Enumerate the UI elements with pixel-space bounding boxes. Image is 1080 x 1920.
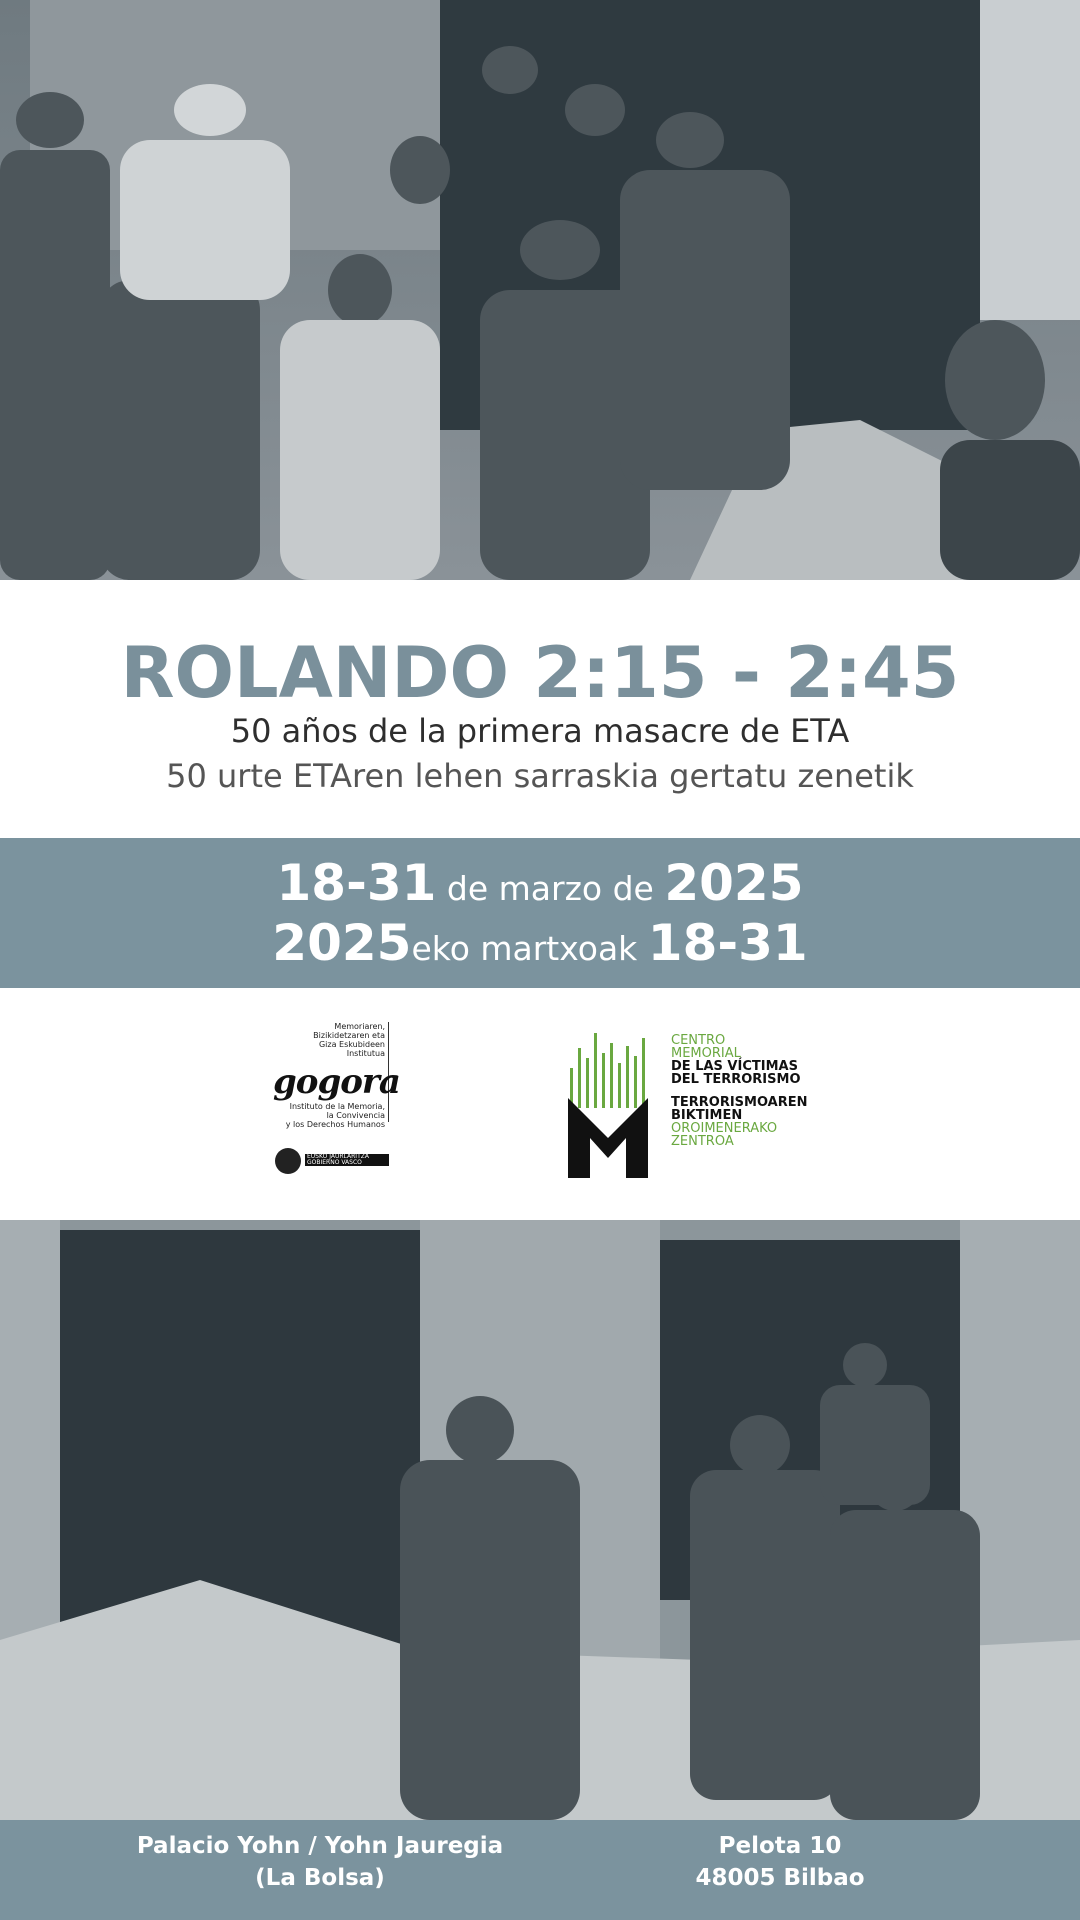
venue-subname: (La Bolsa) xyxy=(255,1865,385,1891)
cmv-line: MEMORIAL xyxy=(671,1046,741,1061)
date-eu-year: 2025 xyxy=(272,914,412,972)
gogora-logo-icon xyxy=(265,1022,400,1182)
cmv-line: TERRORISMOAREN xyxy=(671,1095,808,1110)
date-band xyxy=(0,838,1080,988)
gobierno-vasco-seal-icon xyxy=(275,1148,301,1174)
footer xyxy=(0,1820,1080,1920)
gogora-bottom-line: la Convivencia xyxy=(326,1111,385,1120)
date-spanish xyxy=(0,854,1080,912)
logo-band xyxy=(0,988,1080,1220)
cmv-line: DEL TERRORISMO xyxy=(671,1072,801,1087)
bottom-photo xyxy=(0,1220,1080,1820)
gogora-top-text xyxy=(275,1022,385,1058)
cmv-line: BIKTIMEN xyxy=(671,1108,743,1123)
date-eu-range: 18-31 xyxy=(647,914,808,972)
date-es-mid: de marzo de xyxy=(436,869,665,908)
cmv-line: ZENTROA xyxy=(671,1134,734,1149)
gogora-top-line: Giza Eskubideen xyxy=(318,1040,385,1049)
cmv-line: CENTRO xyxy=(671,1033,726,1048)
top-photo xyxy=(0,0,1080,580)
gogora-top-line: Memoriaren, xyxy=(334,1022,385,1031)
gogora-wordmark: gogora xyxy=(273,1062,400,1102)
address-street: Pelota 10 xyxy=(718,1833,842,1859)
date-eu-mid: eko martxoak xyxy=(411,929,648,968)
cmv-text xyxy=(671,1034,831,1148)
gogora-top-line: Institutua xyxy=(346,1049,385,1058)
event-title: ROLANDO 2:15 - 2:45 xyxy=(120,632,960,714)
title-block xyxy=(0,580,1080,838)
subtitle-basque: 50 urte ETAren lehen sarraskia gertatu zenetik xyxy=(166,757,914,795)
gogora-bottom-line: Instituto de la Memoria, xyxy=(289,1102,385,1111)
date-basque xyxy=(0,914,1080,972)
venue-name: Palacio Yohn / Yohn Jauregia xyxy=(136,1833,504,1859)
date-es-range: 18-31 xyxy=(276,854,437,912)
cmv-mark-icon xyxy=(568,1028,668,1178)
gogora-bottom-line: y los Derechos Humanos xyxy=(285,1120,385,1129)
venue xyxy=(120,1830,520,1894)
gogora-bottom-text xyxy=(275,1102,385,1129)
gobierno-vasco-label: EUSKO JAURLARITZA GOBIERNO VASCO xyxy=(305,1154,389,1166)
date-es-year: 2025 xyxy=(664,854,804,912)
cmv-line: DE LAS VÍCTIMAS xyxy=(671,1059,798,1074)
address-city: 48005 Bilbao xyxy=(695,1865,865,1891)
subtitle-spanish: 50 años de la primera masacre de ETA xyxy=(230,712,850,750)
cmv-logo-icon xyxy=(568,1028,828,1178)
address xyxy=(640,1830,920,1894)
gogora-top-line: Bizikidetzaren eta xyxy=(313,1031,385,1040)
gobierno-vasco-logo xyxy=(275,1148,385,1178)
cmv-line: OROIMENERAKO xyxy=(671,1121,778,1136)
